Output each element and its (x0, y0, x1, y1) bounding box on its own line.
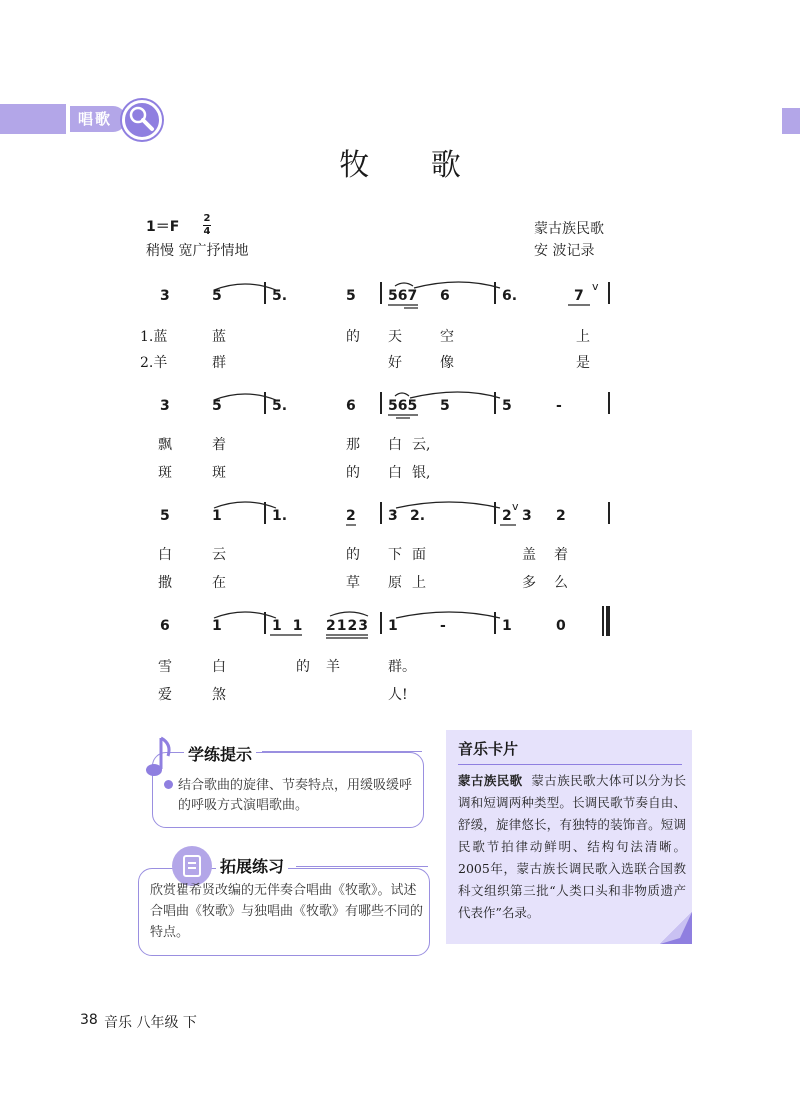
practice-tip-text: 结合歌曲的旋律、节奏特点，用缓吸缓呼的呼吸方式演唱歌曲。 (178, 778, 413, 813)
barline (264, 282, 266, 304)
lyric: 2.羊 (140, 355, 168, 371)
lyric: 1.蓝 (140, 329, 168, 345)
lyric: 的 (296, 659, 310, 675)
lyric: 银, (412, 465, 431, 481)
bullet-icon (164, 780, 173, 789)
song-title: 牧 歌 (339, 148, 487, 183)
note: 1. (272, 508, 288, 524)
divider (262, 751, 422, 752)
key-signature: 1＝F (146, 219, 180, 235)
lyric: 像 (440, 355, 454, 371)
lyric: 白 (388, 465, 402, 481)
lyric: 斑 (158, 465, 172, 481)
barline (494, 612, 496, 634)
lyric: 天 (388, 329, 402, 345)
tempo-marking: 稍慢 宽广抒情地 (146, 243, 249, 259)
note: 6 (440, 288, 450, 304)
note: 5 (212, 398, 222, 414)
lyric: 白 (158, 547, 172, 563)
song-origin: 蒙古族民歌 (534, 221, 604, 237)
lyric: 下 (388, 547, 402, 563)
note: 2123 (326, 618, 369, 634)
extension-exercise-title: 拓展练习 (216, 854, 288, 877)
note-dash: - (440, 618, 446, 634)
lyric: 么 (554, 575, 568, 591)
lyric: 爱 (158, 687, 172, 703)
note: 5 (502, 398, 512, 414)
barline (380, 612, 382, 634)
lyric: 的 (346, 465, 360, 481)
note: 3 (388, 508, 398, 524)
page-number: 38 (80, 1012, 98, 1028)
lyric: 斑 (212, 465, 226, 481)
lyric: 好 (388, 355, 402, 371)
barline (380, 502, 382, 524)
note: 5. (272, 288, 288, 304)
music-card-title: 音乐卡片 (458, 740, 519, 758)
note-rest: 0 (556, 618, 566, 634)
note: 1 1 (272, 618, 303, 634)
lyric: 着 (212, 437, 226, 453)
lyric: 群 (212, 355, 226, 371)
note: 5 (160, 508, 170, 524)
lyric: 草 (346, 575, 360, 591)
barline (264, 502, 266, 524)
lyric: 是 (576, 355, 590, 371)
note: 3 (160, 398, 170, 414)
barline (380, 392, 382, 414)
practice-tip-title: 学练提示 (184, 742, 256, 765)
barline (494, 282, 496, 304)
final-barline-thick (606, 606, 610, 636)
lyric: 蓝 (212, 329, 226, 345)
lyric: 那 (346, 437, 360, 453)
divider (458, 764, 682, 765)
breath-mark: v (512, 500, 519, 513)
final-barline-thin (602, 606, 604, 636)
lyric: 雪 (158, 659, 172, 675)
note: 5 (212, 288, 222, 304)
barline (608, 282, 610, 304)
note: 2 (556, 508, 566, 524)
lyric: 着 (554, 547, 568, 563)
section-label: 唱歌 (70, 106, 126, 132)
barline (264, 612, 266, 634)
note: 2 (346, 508, 356, 524)
lyric: 云, (412, 437, 431, 453)
note-dash: - (556, 398, 562, 414)
music-card-body: 蒙古族民歌大体可以分为长调和短调两种类型。长调民歌节奏自由、舒缓，旋律悠长，有独特的装饰音。短调民歌节拍律动鲜明、结构句法清晰。2005年，蒙古族长调民歌入选联合国教科文组织第三批“人类口头和非物质遗产代表作”名录。 (458, 773, 686, 920)
lyric: 上 (412, 575, 426, 591)
breath-mark: v (592, 280, 599, 293)
note: 2. (410, 508, 426, 524)
lyric: 盖 (522, 547, 536, 563)
lyric: 面 (412, 547, 426, 563)
note: 565 (388, 398, 418, 414)
note: 5. (272, 398, 288, 414)
lyric: 煞 (212, 687, 226, 703)
note: 3 (522, 508, 532, 524)
barline (608, 502, 610, 524)
note: 2 (502, 508, 512, 524)
lyric: 的 (346, 547, 360, 563)
lyric: 羊 (326, 659, 340, 675)
lyric: 上 (576, 329, 590, 345)
barline (494, 502, 496, 524)
lyric: 多 (522, 575, 536, 591)
note: 567 (388, 288, 418, 304)
note: 1 (502, 618, 512, 634)
note: 3 (160, 288, 170, 304)
note: 1 (388, 618, 398, 634)
note: 6 (346, 398, 356, 414)
lyric: 人! (388, 687, 408, 703)
time-signature: 2 4 (203, 213, 211, 237)
lyric: 原 (388, 575, 402, 591)
lyric: 的 (346, 329, 360, 345)
lyric: 云 (212, 547, 226, 563)
barline (494, 392, 496, 414)
book-label: 音乐 八年级 下 (104, 1015, 197, 1031)
lyric: 空 (440, 329, 454, 345)
note: 7 (574, 288, 584, 304)
music-card-term: 蒙古族民歌 (458, 773, 523, 788)
note: 1 (212, 618, 222, 634)
barline (380, 282, 382, 304)
music-note-icon (144, 734, 178, 782)
song-recorder: 安 波记录 (534, 243, 595, 259)
lyric: 飘 (158, 437, 172, 453)
divider (296, 866, 428, 867)
note: 6. (502, 288, 518, 304)
music-card-text (458, 770, 686, 924)
note: 6 (160, 618, 170, 634)
lyric: 群。 (388, 659, 416, 675)
barline (608, 392, 610, 414)
lyric: 白 (212, 659, 226, 675)
lyric: 白 (388, 437, 402, 453)
lyric: 在 (212, 575, 226, 591)
note: 1 (212, 508, 222, 524)
barline (264, 392, 266, 414)
lyric: 撒 (158, 575, 172, 591)
note: 5 (440, 398, 450, 414)
extension-exercise-text: 欣赏瞿希贤改编的无伴奏合唱曲《牧歌》。试述合唱曲《牧歌》与独唱曲《牧歌》有哪些不同的特点。 (150, 883, 424, 940)
note: 5 (346, 288, 356, 304)
